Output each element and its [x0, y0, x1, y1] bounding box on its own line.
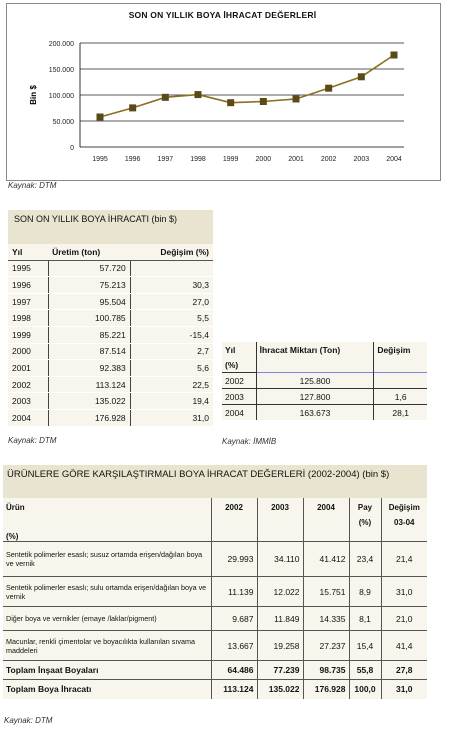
table-row: [222, 405, 427, 421]
table2-source: Kaynak: İMMİB: [222, 437, 277, 446]
table1-title: SON ON YILLIK BOYA İHRACATI (bin $): [8, 210, 213, 244]
year-cell: 1999: [8, 326, 48, 343]
export-quantity-table: [222, 342, 427, 420]
total-row: [3, 680, 427, 699]
table-row: [3, 577, 427, 607]
data-point: [129, 104, 136, 111]
table-row: [8, 393, 213, 410]
x-tick-label: 1997: [157, 156, 174, 163]
series-line: [100, 55, 394, 117]
year-cell: 1997: [8, 293, 48, 310]
table1-col-change: Değişim (%): [130, 244, 213, 260]
production-cell: 176.928: [48, 409, 130, 426]
table-row: [8, 293, 213, 310]
year-cell: 2003: [222, 389, 256, 405]
product-cell: Sentetik polimerler esaslı; sulu ortamda erişen/dağılan boya ve vernik: [3, 577, 211, 607]
total-value-cell: 31,0: [381, 680, 427, 699]
year-cell: 2001: [8, 360, 48, 377]
year-cell: 2004: [8, 409, 48, 426]
value-cell: 21,0: [381, 607, 427, 631]
table1-source: Kaynak: DTM: [8, 436, 57, 445]
change-cell: 1,6: [374, 389, 427, 405]
quantity-cell: 163.673: [256, 405, 374, 421]
table-row: [3, 631, 427, 661]
table3-source: Kaynak: DTM: [4, 716, 53, 725]
total-label-cell: Toplam Boya İhracatı: [3, 680, 211, 699]
production-cell: 57.720: [48, 260, 130, 277]
year-cell: 2000: [8, 343, 48, 360]
x-tick-label: 1999: [222, 156, 239, 163]
data-point: [97, 113, 104, 120]
table2-unit-label: (%): [222, 357, 256, 373]
y-tick-label: 100.000: [48, 93, 74, 100]
change-cell: 5,5: [130, 310, 213, 327]
value-cell: 12.022: [257, 577, 303, 607]
change-cell: 2,7: [130, 343, 213, 360]
x-tick-label: 2000: [255, 156, 272, 163]
x-tick-label: 2004: [386, 156, 402, 163]
table-row: [8, 409, 213, 426]
quantity-cell: 127.800: [256, 389, 374, 405]
table3-col-product: Ürün (%): [6, 503, 25, 541]
year-cell: 1996: [8, 277, 48, 294]
data-point: [195, 91, 202, 98]
change-cell: 22,5: [130, 376, 213, 393]
year-cell: 2003: [8, 393, 48, 410]
year-cell: 2002: [8, 376, 48, 393]
change-cell: 5,6: [130, 360, 213, 377]
total-value-cell: 55,8: [349, 661, 381, 680]
table1-col-year: Yıl: [8, 244, 48, 260]
value-cell: 15.751: [303, 577, 349, 607]
change-cell: [130, 260, 213, 277]
x-tick-label: 1998: [190, 156, 206, 163]
table3-col-share: Pay (%): [349, 498, 381, 542]
x-tick-label: 2003: [353, 156, 370, 163]
table3-header-row: [3, 498, 427, 542]
value-cell: 11.139: [211, 577, 257, 607]
change-cell: -15,4: [130, 326, 213, 343]
total-value-cell: 98.735: [303, 661, 349, 680]
change-cell: 30,3: [130, 277, 213, 294]
table2-col-change: Değişim: [377, 344, 411, 355]
table3-col-change: Değişim 03-04: [381, 498, 427, 542]
x-tick-label: 2001: [288, 156, 304, 163]
total-row: [3, 661, 427, 680]
change-cell: 27,0: [130, 293, 213, 310]
production-cell: 113.124: [48, 376, 130, 393]
change-cell: 28,1: [374, 405, 427, 421]
data-point: [293, 95, 300, 102]
value-cell: 13.667: [211, 631, 257, 661]
data-point: [358, 73, 365, 80]
value-cell: 11.849: [257, 607, 303, 631]
value-cell: 34.110: [257, 542, 303, 577]
table-row: [3, 542, 427, 577]
total-value-cell: 77.239: [257, 661, 303, 680]
year-cell: 2002: [222, 373, 256, 389]
product-cell: Sentetik polimerler esaslı; susuz ortamda erişen/dağılan boya ve vernik: [3, 542, 211, 577]
production-cell: 85.221: [48, 326, 130, 343]
value-cell: 9.687: [211, 607, 257, 631]
table2-header-row: [222, 342, 427, 357]
table-row: [8, 326, 213, 343]
total-value-cell: 100,0: [349, 680, 381, 699]
table-row: [3, 607, 427, 631]
quantity-cell: 125.800: [256, 373, 374, 389]
change-cell: [374, 373, 427, 389]
x-tick-label: 2002: [320, 156, 337, 163]
line-chart: [6, 3, 439, 179]
data-point: [162, 94, 169, 101]
table3-title: ÜRÜNLERE GÖRE KARŞILAŞTIRMALI BOYA İHRACAT DEĞERLERİ (2002-2004) (bin $): [3, 465, 427, 498]
production-cell: 135.022: [48, 393, 130, 410]
y-tick-label: 200.000: [48, 41, 74, 48]
table2-col-quantity: İhracat Miktarı (Ton): [256, 342, 374, 357]
table2-col-year: Yıl: [222, 342, 256, 357]
table3-col-2002: 2002: [211, 498, 257, 542]
data-point: [325, 85, 332, 92]
table-row: [8, 310, 213, 327]
total-value-cell: 176.928: [303, 680, 349, 699]
chart-title: SON ON YILLIK BOYA İHRACAT DEĞERLERİ: [128, 10, 317, 20]
value-cell: 41,4: [381, 631, 427, 661]
table-row: [8, 277, 213, 294]
value-cell: 21,4: [381, 542, 427, 577]
data-point: [391, 51, 398, 58]
table1-col-production: Üretim (ton): [48, 244, 130, 260]
total-value-cell: 135.022: [257, 680, 303, 699]
value-cell: 29.993: [211, 542, 257, 577]
value-cell: 14.335: [303, 607, 349, 631]
data-point: [227, 99, 234, 106]
value-cell: 8,9: [349, 577, 381, 607]
value-cell: 8,1: [349, 607, 381, 631]
production-cell: 87.514: [48, 343, 130, 360]
table3-col-2004: 2004: [303, 498, 349, 542]
year-cell: 2004: [222, 405, 256, 421]
production-cell: 92.383: [48, 360, 130, 377]
table3-col-2003: 2003: [257, 498, 303, 542]
table-row: [222, 389, 427, 405]
production-cell: 100.785: [48, 310, 130, 327]
table2-subheader-row: [222, 357, 427, 373]
product-cell: Diğer boya ve vernikler (emaye /laklar/pigment): [3, 607, 211, 631]
product-cell: Macunlar, renkli çimentolar ve boyacılıkta kullanılan sıvama maddeleri: [3, 631, 211, 661]
table1-header-row: [8, 244, 213, 260]
table-row: [8, 376, 213, 393]
total-value-cell: 113.124: [211, 680, 257, 699]
chart-source: Kaynak: DTM: [8, 181, 57, 190]
x-tick-label: 1996: [124, 156, 141, 163]
table-row: [8, 343, 213, 360]
change-cell: 31,0: [130, 409, 213, 426]
table-row: [222, 373, 427, 389]
year-cell: 1998: [8, 310, 48, 327]
value-cell: 15,4: [349, 631, 381, 661]
value-cell: 19.258: [257, 631, 303, 661]
total-label-cell: Toplam İnşaat Boyaları: [3, 661, 211, 680]
y-axis-label: Bin $: [29, 85, 38, 105]
total-value-cell: 27,8: [381, 661, 427, 680]
value-cell: 41.412: [303, 542, 349, 577]
total-value-cell: 64.486: [211, 661, 257, 680]
y-tick-label: 0: [70, 145, 74, 152]
value-cell: 23,4: [349, 542, 381, 577]
change-cell: 19,4: [130, 393, 213, 410]
x-tick-label: 1995: [92, 156, 108, 163]
y-tick-label: 50.000: [52, 119, 74, 126]
table-row: [8, 260, 213, 277]
y-tick-label: 150.000: [48, 67, 74, 74]
value-cell: 27.237: [303, 631, 349, 661]
value-cell: 31,0: [381, 577, 427, 607]
production-cell: 75.213: [48, 277, 130, 294]
table-row: [8, 360, 213, 377]
product-comparison-table: [3, 498, 427, 699]
year-cell: 1995: [8, 260, 48, 277]
production-cell: 95.504: [48, 293, 130, 310]
data-point: [260, 98, 267, 105]
annual-export-table: [8, 244, 213, 427]
